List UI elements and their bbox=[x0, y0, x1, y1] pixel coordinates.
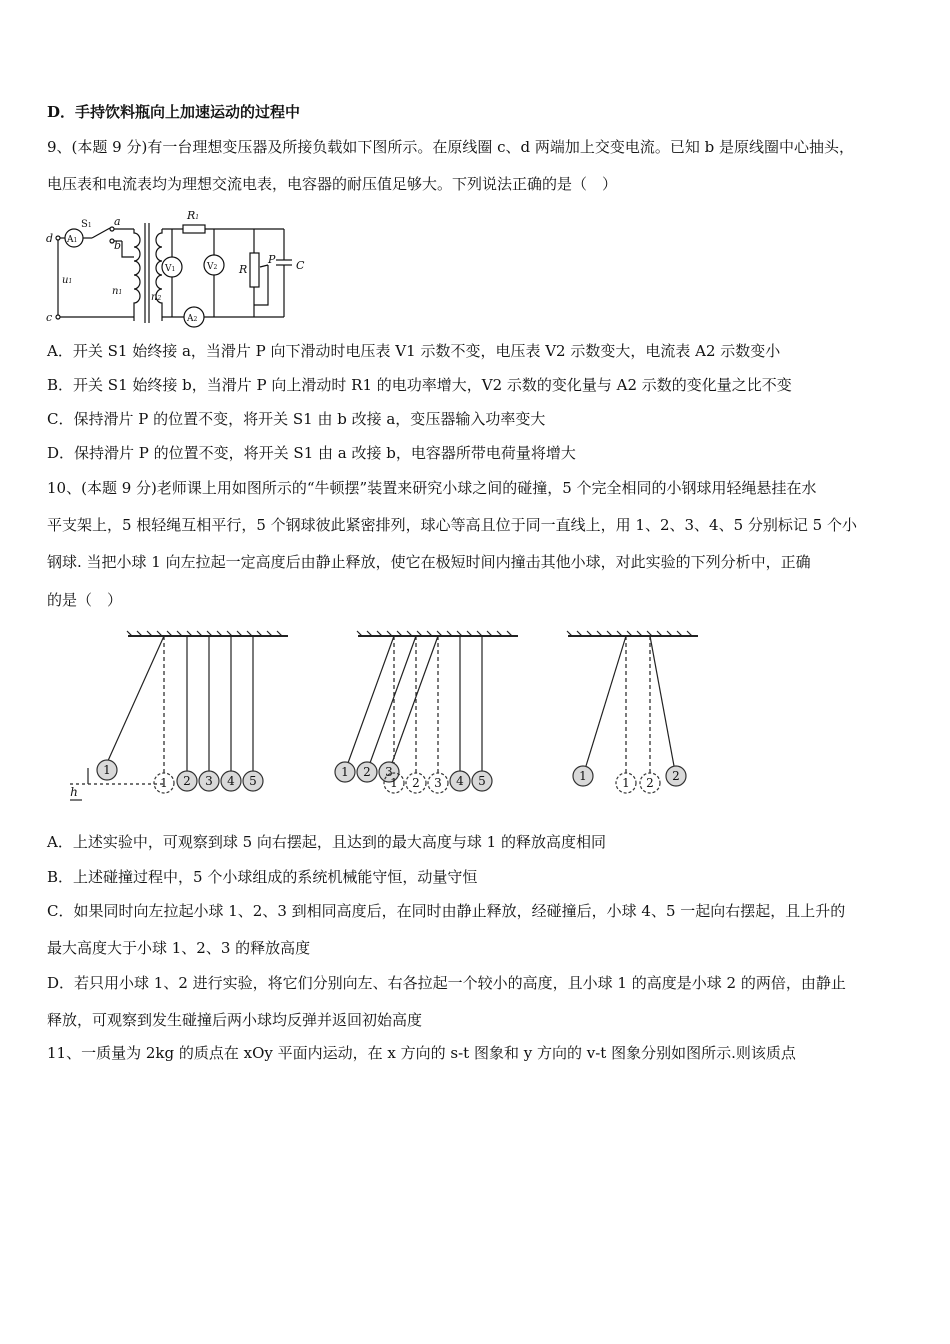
svg-text:R: R bbox=[239, 263, 248, 276]
svg-text:2: 2 bbox=[646, 776, 654, 790]
newtons-cradle-figure bbox=[60, 628, 710, 808]
svg-text:1: 1 bbox=[160, 776, 168, 790]
svg-text:h: h bbox=[70, 785, 78, 799]
svg-text:A2: A2 bbox=[187, 314, 198, 324]
q10-option-b: B．上述碰撞过程中，5 个小球组成的系统机械能守恒，动量守恒 bbox=[47, 868, 478, 886]
svg-text:2: 2 bbox=[412, 776, 420, 790]
svg-text:b: b bbox=[114, 239, 122, 252]
svg-text:V2: V2 bbox=[207, 262, 218, 272]
q9-option-d: D．保持滑片 P 的位置不变，将开关 S1 由 a 改接 b，电容器所带电荷量将增大 bbox=[47, 444, 576, 462]
svg-text:3: 3 bbox=[385, 765, 393, 779]
svg-text:1: 1 bbox=[390, 776, 398, 790]
svg-text:V1: V1 bbox=[165, 264, 176, 274]
svg-text:R1: R1 bbox=[187, 209, 200, 222]
q9-option-b: B．开关 S1 始终接 b，当滑片 P 向上滑动时 R1 的电功率增大，V2 示数的变化量与 A2 示数的变化量之比不变 bbox=[47, 376, 792, 394]
q10-option-d-line1: D．若只用小球 1、2 进行实验，将它们分别向左、右各拉起一个较小的高度，且小球 1 的高度是小球 2 的两倍，由静止 bbox=[47, 974, 846, 992]
svg-text:4: 4 bbox=[227, 774, 235, 788]
svg-text:n2: n2 bbox=[151, 292, 162, 303]
svg-text:3: 3 bbox=[205, 774, 213, 788]
q10-stem-line1: 10、(本题 9 分)老师课上用如图所示的“牛顿摆”装置来研究小球之间的碰撞，5 个完全相同的小钢球用轻绳悬挂在水 bbox=[47, 479, 817, 497]
svg-text:1: 1 bbox=[103, 763, 111, 777]
q10-option-a: A．上述实验中，可观察到球 5 向右摆起，且达到的最大高度与球 1 的释放高度相同 bbox=[47, 833, 606, 851]
q9-option-c: C．保持滑片 P 的位置不变，将开关 S1 由 b 改接 a，变压器输入功率变大 bbox=[47, 410, 546, 428]
q9-stem-line2: 电压表和电流表均为理想交流电表，电容器的耐压值足够大。下列说法正确的是（ ） bbox=[47, 175, 618, 193]
svg-text:1: 1 bbox=[579, 769, 587, 783]
svg-text:5: 5 bbox=[249, 774, 257, 788]
svg-text:5: 5 bbox=[478, 774, 486, 788]
svg-text:u1: u1 bbox=[62, 275, 73, 286]
svg-text:C: C bbox=[296, 259, 305, 272]
svg-text:2: 2 bbox=[363, 765, 371, 779]
q10-stem-line2: 平支架上，5 根轻绳互相平行，5 个钢球彼此紧密排列，球心等高且位于同一直线上，用 1、2、3、4、5 分别标记 5 个小 bbox=[47, 516, 857, 534]
q10-option-c-line1: C．如果同时向左拉起小球 1、2、3 到相同高度后，在同时由静止释放，经碰撞后，小球 4、5 一起向右摆起，且上升的 bbox=[47, 902, 846, 920]
q9-stem-line1: 9、(本题 9 分)有一台理想变压器及所接负载如下图所示。在原线圈 c、d 两端加上交变电流。已知 b 是原线圈中心抽头， bbox=[47, 138, 855, 156]
q10-option-d-line2: 释放，可观察到发生碰撞后两小球均反弹并返回初始高度 bbox=[47, 1011, 423, 1029]
q10-option-c-line2: 最大高度大于小球 1、2、3 的释放高度 bbox=[47, 939, 311, 957]
svg-text:a: a bbox=[114, 215, 121, 228]
svg-text:P: P bbox=[268, 253, 276, 266]
q8-option-d: D．手持饮料瓶向上加速运动的过程中 bbox=[47, 103, 301, 121]
svg-text:c: c bbox=[46, 311, 53, 324]
svg-text:S1: S1 bbox=[81, 219, 92, 230]
svg-text:n1: n1 bbox=[112, 286, 123, 297]
svg-text:A1: A1 bbox=[67, 235, 78, 245]
svg-text:2: 2 bbox=[672, 769, 680, 783]
svg-text:1: 1 bbox=[341, 765, 349, 779]
svg-text:2: 2 bbox=[183, 774, 191, 788]
svg-text:1: 1 bbox=[622, 776, 630, 790]
transformer-circuit-diagram bbox=[44, 205, 344, 330]
q9-option-a: A．开关 S1 始终接 a，当滑片 P 向下滑动时电压表 V1 示数不变，电压表 V2 示数变大，电流表 A2 示数变小 bbox=[47, 342, 781, 360]
svg-text:3: 3 bbox=[434, 776, 442, 790]
svg-text:d: d bbox=[46, 232, 54, 245]
svg-text:4: 4 bbox=[456, 774, 464, 788]
q11-stem: 11、一质量为 2kg 的质点在 xOy 平面内运动，在 x 方向的 s-t 图象和 y 方向的 v-t 图象分别如图所示.则该质点 bbox=[47, 1044, 796, 1062]
q10-stem-line3: 钢球. 当把小球 1 向左拉起一定高度后由静止释放，使它在极短时间内撞击其他小球，对此实验的下列分析中，正确 bbox=[47, 553, 811, 571]
q10-stem-line4: 的是（ ） bbox=[47, 591, 123, 609]
